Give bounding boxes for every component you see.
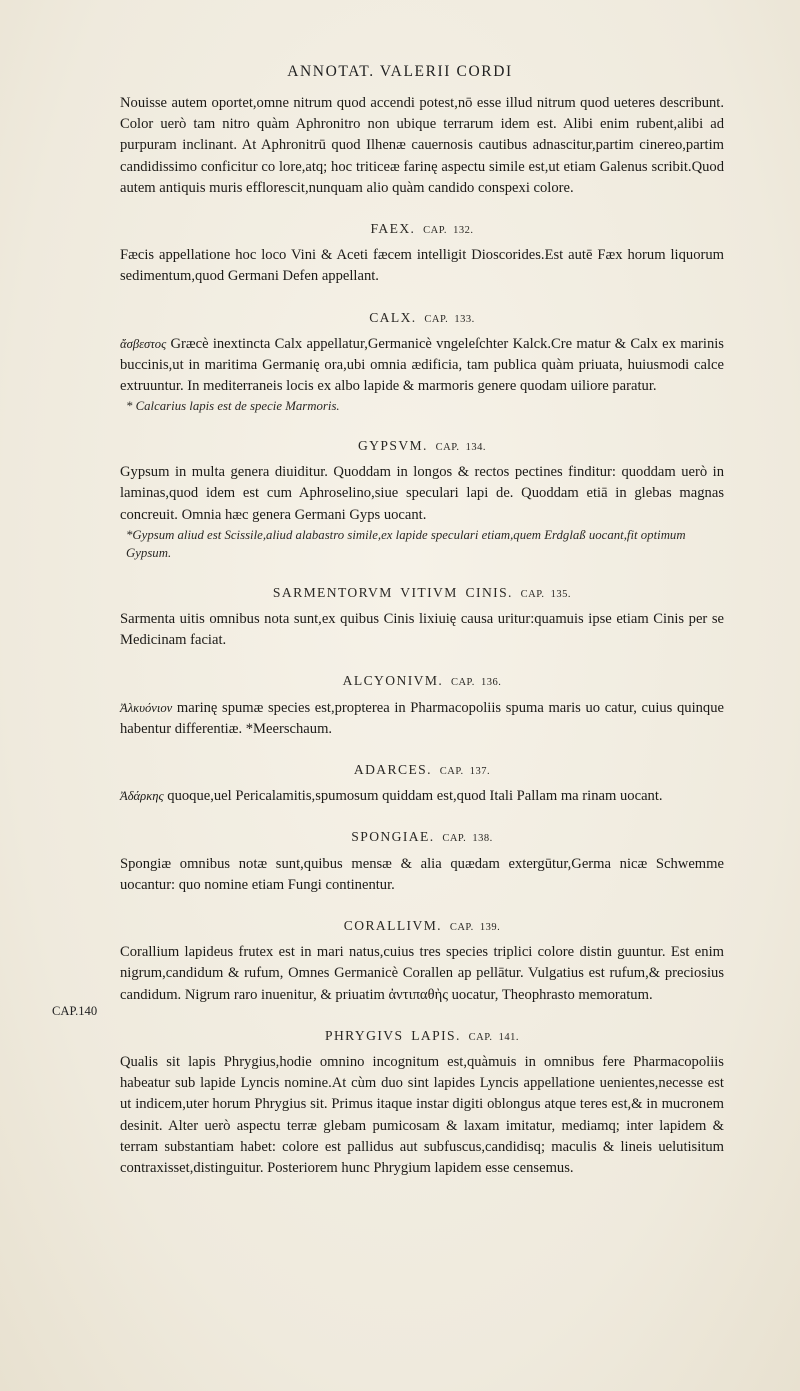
chapter-number: CAP. 135. [520,588,572,600]
running-head: ANNOTAT. VALERII CORDI [287,63,513,80]
section-heading-spongiae [120,826,724,849]
section-text-phrygius: Qualis sit lapis Phrygius,hodie omnino incognitum est,quàmuis in omnibus fere Pharmacopoliis habeatur sub lapide Lyncis nomine.At cùm duo sint lapides Lyncis appellatione uenientes,necesse est ut indicem,uter horum Phrygius sit. Primus itaque instar digiti oblongus atque teres est,& in mucronem desinit. Alter uerò aspectu terræ glebam pumicosam & laxam imitatur, mediamq; inter lapidem & terram substantiam habet: colore est pallidus aut subfuscus,candidisq; maculis & lineis uelutisitum contraxisset,distinguitur. Posteriorem hunc Phrygium lapidem esse censemus. [120,1054,724,1177]
section-text-spongiae: Spongiæ omnibus notæ sunt,quibus mensæ & alia quædam extergūtur,Germa nicæ Schwemme uocantur: quo nomine etiam Fungi continentur. [120,855,724,893]
chapter-number: CAP. 136. [450,677,502,689]
section-heading-adarces [120,759,724,782]
heading-title: ALCYONIVM. [342,673,444,689]
chapter-number: CAP. 137. [439,765,491,777]
greek-term: Ἀλκυόνιον [120,700,173,715]
section-heading-faex [120,218,724,241]
intro-paragraph: Nouisse autem oportet,omne nitrum quod accendi potest,nō esse illud nitrum quod ueteres describunt. Color uerò tam nitro quàm Aphronitro non ubique terrarum idem est. Alibi enim rubent,alibi ad purpuram inclinant. At Aphronitrū quod Ilhenæ cauernosis cautibus adnascitur,partim cinereo,partim candidissimo conficitur co lore,atq; hoc triticeæ farinę aspectu simile est,ut etiam Galenus scribit.Quod autem antiquis muris efflorescit,nunquam alio quàm candido conspexi colore. [120,95,724,196]
text-block [120,93,724,1179]
section-heading-phrygius [120,1025,724,1048]
section-text-sarmenta: Sarmenta uitis omnibus nota sunt,ex quibus Cinis lixiuię causa uritur:quamuis ipse etiam Cinis per se Medicinam faciat. [120,610,724,649]
section-heading-gypsum [120,435,724,458]
section-heading-calx [120,307,724,330]
chapter-number: CAP. 138. [442,833,493,845]
section-text-adarces [120,786,724,807]
chapter-number: CAP. 132. [423,225,474,237]
greek-term: Ἀδάρκης [120,789,164,804]
chapter-number: CAP. 141. [468,1031,519,1043]
section-body: quoque,uel Pericalamitis,spumosum quiddam est,quod Itali Pallam ma rinam uocant. [167,788,663,805]
section-text-faex: Fæcis appellatione hoc loco Vini & Aceti fæcem intelligit Dioscorides.Est autē Fæx horum liquorum sedimentum,quod Germani Defen appellant. [120,247,724,285]
section-heading-sarmenta [120,582,724,605]
chapter-number: CAP. 134. [435,441,487,453]
section-heading-alcyonium [120,670,724,693]
heading-title: CORALLIVM. [343,917,442,933]
margin-note: CAP.140 [52,1004,98,1018]
heading-title: SARMENTORVM VITIVM CINIS. [272,584,513,600]
heading-title: FAEX. [370,221,416,237]
heading-title: GYPSVM. [357,437,428,453]
section-note-gypsum: *Gypsum aliud est Scissile,aliud alabastro simile,ex lapide speculari etiam,quem Erdglaß uocant,fit optimum Gypsum. [126,527,686,561]
heading-title: CALX. [369,309,417,325]
section-heading-corallium [120,915,724,938]
section-body: Græcè inextincta Calx appellatur,Germanicè vngeleſchter Kalck.Cre matur & Calx ex marinis buccinis,ut in maritima Germanię ora,ubi omnia ædificia, tam publica quàm priuata, huiusmodi calce extruuntur. In mediterraneis locis ex albo lapide & marmoris genere quodam uiliore paratur. [120,335,724,395]
section-text-gypsum: Gypsum in multa genera diuiditur. Quoddam in longos & rectos pectines finditur: quoddam uerò in laminas,quod idem est cum Aphroselino,siue speculari lapi de. Quoddam etiā in glebas magnas concreuit. Omnia hæc genera Germani Gyps uocant. [120,464,724,523]
heading-title: SPONGIAE. [351,829,435,845]
greek-term: ἄσβεστος [120,336,167,351]
section-body: marinę spumæ species est,propterea in Pharmacopoliis spuma maris uo catur, cuius quinque habentur differentiæ. *Meerschaum. [120,699,724,737]
section-text-corallium: Corallium lapideus frutex est in mari natus,cuius tres species triplici colore distin guuntur. Est enim nigrum,candidum & rufum, Omnes Germanicè Corallen ap pellātur. Vulgatius est rufum,& preciosius candidum. Nigrum raro inuenitur, & priuatim ἀντιπαθὴς uocatur, Theophrasto memoratum. [120,944,724,1003]
section-text-calx [120,334,724,398]
chapter-number: CAP. 133. [424,313,475,325]
section-text-alcyonium [120,698,724,740]
heading-title: PHRYGIVS LAPIS. [325,1027,461,1043]
section-note-calx: * Calcarius lapis est de specie Marmoris. [126,399,340,414]
chapter-number: CAP. 139. [449,921,501,933]
heading-title: ADARCES. [353,761,432,777]
